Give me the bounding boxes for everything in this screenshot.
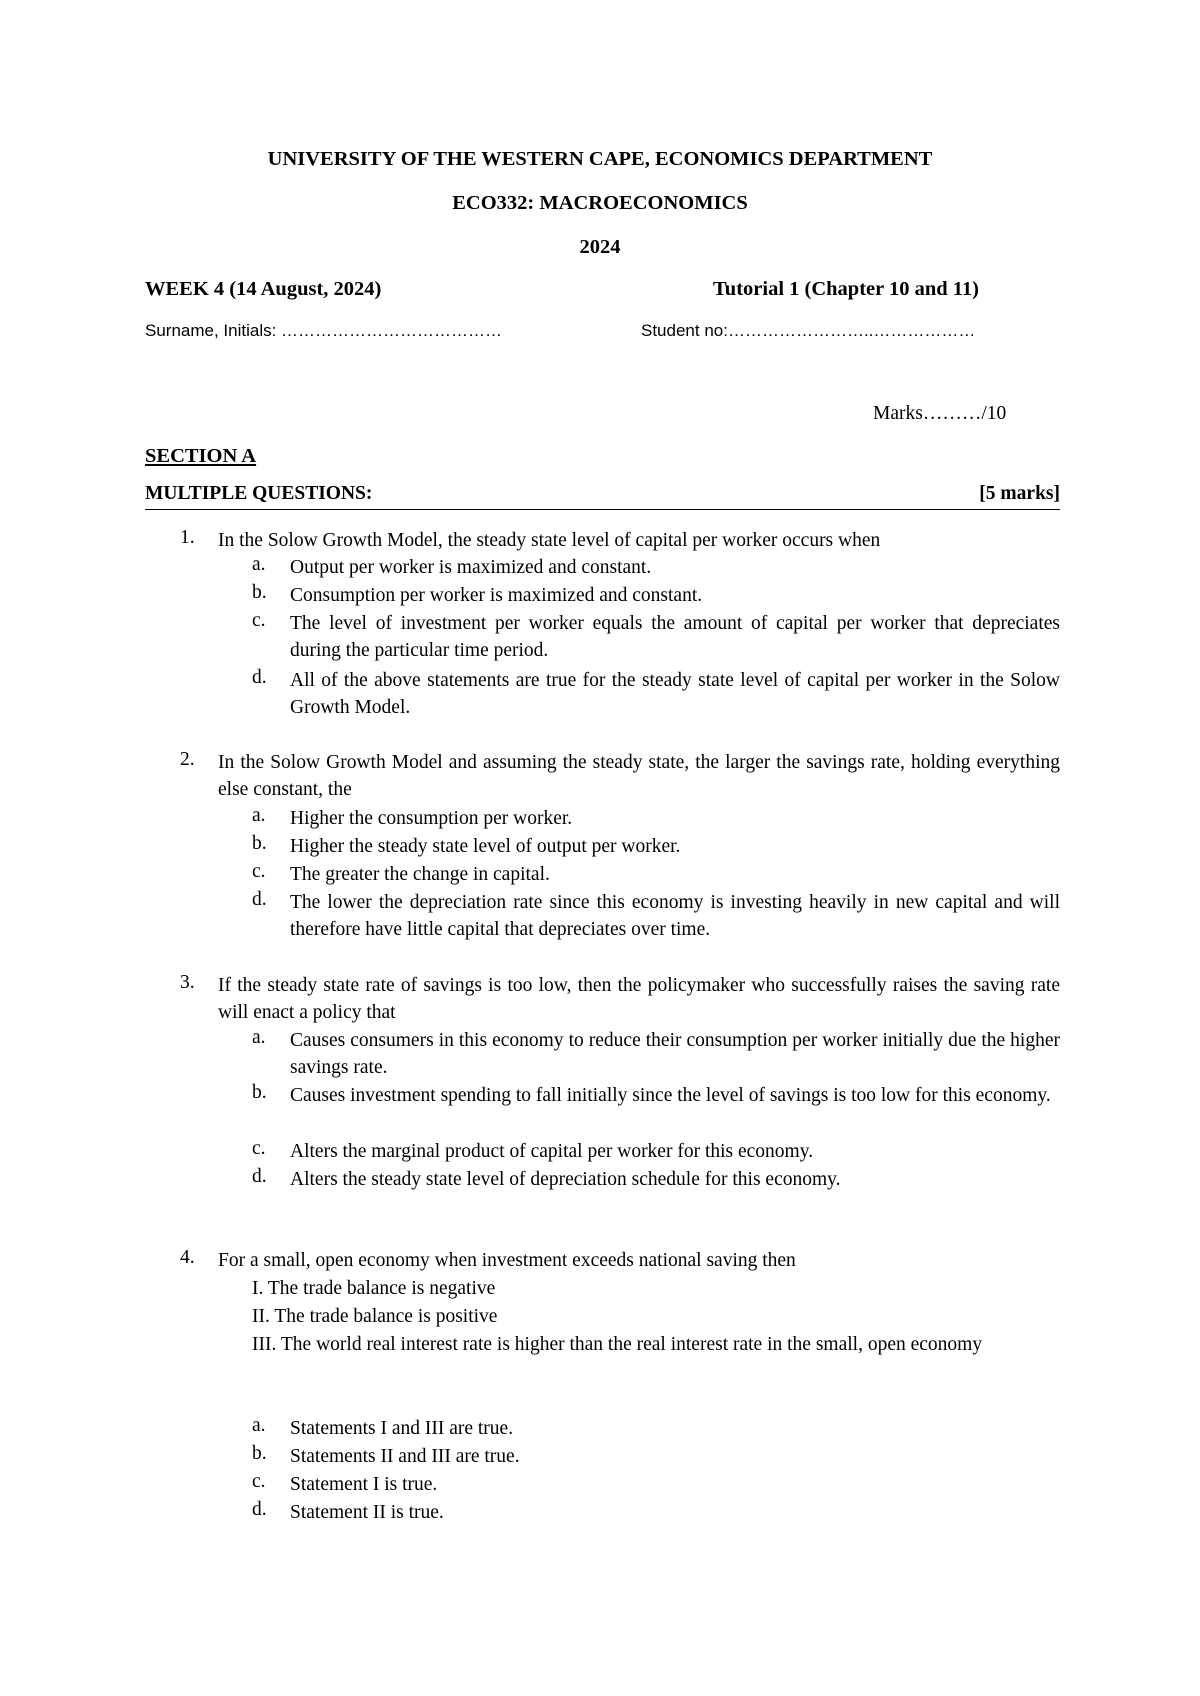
section-title: SECTION A bbox=[145, 445, 257, 467]
question-text: For a small, open economy when investment exceeds national saving then bbox=[218, 1250, 796, 1271]
week-label: WEEK 4 (14 August, 2024) bbox=[145, 278, 382, 300]
option-letter: b. bbox=[252, 1443, 267, 1464]
option-letter: c. bbox=[252, 1138, 266, 1159]
question-number: 2. bbox=[180, 749, 195, 770]
surname-field[interactable]: Surname, Initials: ………………………………… bbox=[145, 321, 503, 340]
option-text: Causes consumers in this economy to reduce their consumption per worker initially due the higher savings rate. bbox=[290, 1030, 1060, 1078]
option-letter: a. bbox=[252, 1415, 266, 1436]
option-text: All of the above statements are true for the steady state level of capital per worker in the Solow Growth Model. bbox=[290, 670, 1060, 718]
option-letter: d. bbox=[252, 889, 267, 910]
option-text: Statements I and III are true. bbox=[290, 1418, 514, 1439]
option-letter: d. bbox=[252, 1166, 267, 1187]
option-letter: c. bbox=[252, 1471, 266, 1492]
year-title: 2024 bbox=[579, 236, 621, 258]
option-text: Statement II is true. bbox=[290, 1502, 444, 1523]
multiple-questions-header bbox=[145, 483, 1060, 510]
multiple-questions-label: MULTIPLE QUESTIONS: bbox=[145, 483, 373, 504]
option-letter: a. bbox=[252, 554, 266, 575]
statement-item: III. The world real interest rate is higher than the real interest rate in the small, open economy bbox=[252, 1334, 983, 1355]
option-letter: b. bbox=[252, 1082, 267, 1103]
option-text: Consumption per worker is maximized and constant. bbox=[290, 585, 703, 606]
option-text: Statement I is true. bbox=[290, 1474, 438, 1495]
statement-item: II. The trade balance is positive bbox=[252, 1306, 498, 1327]
statement-item: I. The trade balance is negative bbox=[252, 1278, 496, 1299]
student-number-field[interactable]: Student no:……………………..……………… bbox=[641, 321, 976, 340]
option-text: Causes investment spending to fall initially since the level of savings is too low for this economy. bbox=[290, 1085, 1051, 1106]
option-text: Alters the steady state level of depreciation schedule for this economy. bbox=[290, 1169, 841, 1190]
question-text: In the Solow Growth Model, the steady state level of capital per worker occurs when bbox=[218, 530, 881, 551]
question-text: In the Solow Growth Model and assuming the steady state, the larger the savings rate, holding everything else constant, the bbox=[218, 752, 1060, 800]
option-letter: a. bbox=[252, 805, 266, 826]
question-number: 4. bbox=[180, 1247, 195, 1268]
question-number: 1. bbox=[180, 527, 195, 548]
question-number: 3. bbox=[180, 972, 195, 993]
option-text: Higher the steady state level of output per worker. bbox=[290, 836, 681, 857]
question-text: If the steady state rate of savings is too low, then the policymaker who successfully raises the saving rate will enact a policy that bbox=[218, 975, 1060, 1023]
option-text: Alters the marginal product of capital per worker for this economy. bbox=[290, 1141, 814, 1162]
option-letter: b. bbox=[252, 833, 267, 854]
option-text: Higher the consumption per worker. bbox=[290, 808, 573, 829]
section-marks: [5 marks] bbox=[979, 483, 1060, 504]
university-title: UNIVERSITY OF THE WESTERN CAPE, ECONOMICS DEPARTMENT bbox=[267, 148, 933, 170]
option-letter: b. bbox=[252, 582, 267, 603]
course-title: ECO332: MACROECONOMICS bbox=[452, 192, 748, 214]
marks-label: Marks………/10 bbox=[873, 403, 1007, 424]
option-text: The lower the depreciation rate since this economy is investing heavily in new capital and will therefore have little capital that depreciates over time. bbox=[290, 892, 1060, 940]
option-text: The level of investment per worker equals the amount of capital per worker that depreciates during the particular time period. bbox=[290, 613, 1060, 661]
option-letter: a. bbox=[252, 1027, 266, 1048]
option-letter: c. bbox=[252, 861, 266, 882]
option-letter: c. bbox=[252, 610, 266, 631]
tutorial-label: Tutorial 1 (Chapter 10 and 11) bbox=[713, 278, 979, 300]
option-text: Statements II and III are true. bbox=[290, 1446, 520, 1467]
option-letter: d. bbox=[252, 667, 267, 688]
option-text: The greater the change in capital. bbox=[290, 864, 550, 885]
option-letter: d. bbox=[252, 1499, 267, 1520]
option-text: Output per worker is maximized and constant. bbox=[290, 557, 652, 578]
